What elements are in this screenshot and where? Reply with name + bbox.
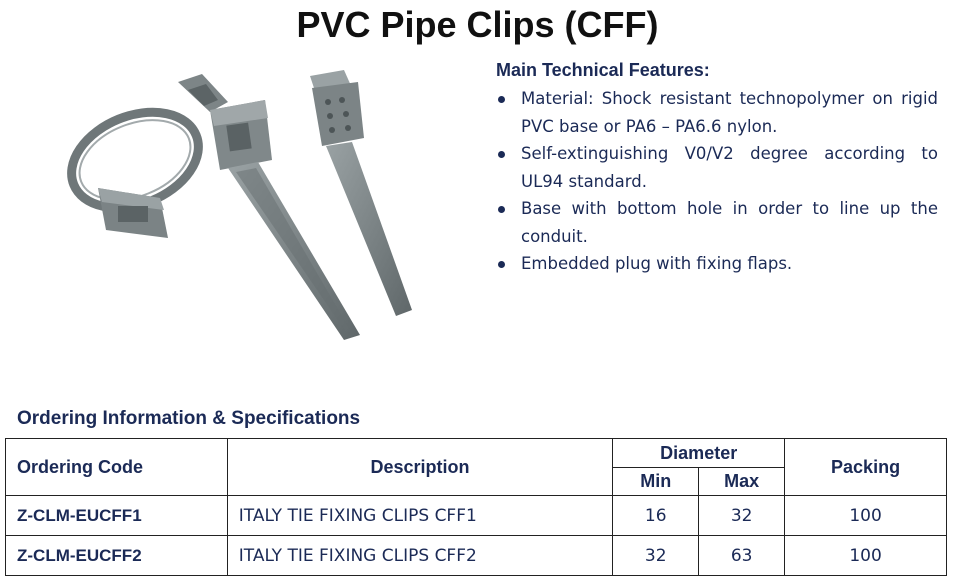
min-cell: 16	[613, 496, 699, 536]
feature-item	[496, 85, 938, 140]
header-max: Max	[699, 468, 785, 496]
max-cell: 32	[699, 496, 785, 536]
packing-cell: 100	[785, 496, 947, 536]
features-heading: Main Technical Features:	[496, 60, 710, 80]
ordering-code-cell: Z-CLM-EUCFF1	[6, 496, 228, 536]
clip-looped-image	[60, 94, 213, 238]
ordering-table	[5, 438, 947, 576]
header-packing: Packing	[785, 439, 947, 496]
feature-text: Embedded plug with fixing flaps.	[521, 254, 793, 273]
table-row	[6, 496, 947, 536]
header-ordering-code: Ordering Code	[6, 439, 228, 496]
product-photo	[60, 60, 460, 360]
header-min: Min	[613, 468, 699, 496]
bullet-icon	[498, 96, 505, 103]
bullet-icon	[498, 261, 505, 268]
technical-features	[496, 60, 938, 278]
min-cell: 32	[613, 536, 699, 576]
header-description: Description	[227, 439, 613, 496]
feature-text: Self-extinguishing V0/V2 degree according to UL94 standard.	[521, 144, 938, 191]
header-diameter: Diameter	[613, 439, 785, 468]
feature-item	[496, 195, 938, 250]
packing-cell: 100	[785, 536, 947, 576]
description-cell: ITALY TIE FIXING CLIPS CFF1	[227, 496, 613, 536]
table-row	[6, 536, 947, 576]
max-cell: 63	[699, 536, 785, 576]
ordering-code-cell: Z-CLM-EUCFF2	[6, 536, 228, 576]
features-list	[496, 85, 938, 278]
feature-text: Base with bottom hole in order to line up the conduit.	[521, 199, 938, 246]
feature-item	[496, 250, 938, 278]
feature-text: Material: Shock resistant technopolymer on rigid PVC base or PA6 – PA6.6 nylon.	[521, 89, 938, 136]
description-cell: ITALY TIE FIXING CLIPS CFF2	[227, 536, 613, 576]
ordering-section-title: Ordering Information & Specifications	[17, 408, 361, 429]
feature-item	[496, 140, 938, 195]
bullet-icon	[498, 206, 505, 213]
bullet-icon	[498, 151, 505, 158]
page-title: PVC Pipe Clips (CFF)	[296, 4, 659, 45]
